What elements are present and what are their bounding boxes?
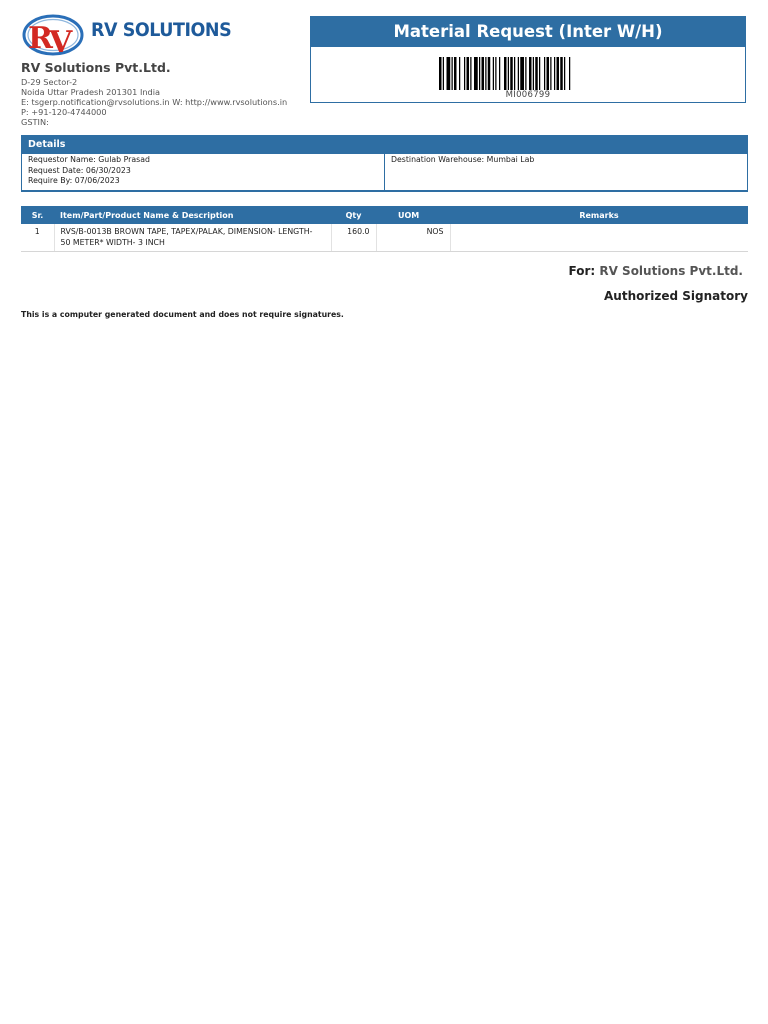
barcode-bar bbox=[467, 57, 470, 90]
barcode-bar bbox=[520, 57, 524, 90]
barcode-bar bbox=[560, 57, 563, 90]
cell-remarks bbox=[450, 224, 748, 252]
company-logo bbox=[21, 13, 232, 59]
barcode-bar bbox=[459, 57, 460, 90]
for-label: For: bbox=[568, 264, 596, 278]
cell-sr: 1 bbox=[21, 224, 54, 252]
barcode-bar bbox=[504, 57, 507, 90]
company-name: RV Solutions Pvt.Ltd. bbox=[21, 60, 171, 75]
barcode-bar bbox=[564, 57, 565, 90]
barcode-bar bbox=[557, 57, 560, 90]
barcode-value: MI006799 bbox=[505, 90, 551, 100]
address-line-1: D-29 Sector-2 bbox=[21, 77, 78, 87]
barcode-bar bbox=[488, 57, 491, 90]
document-title: Material Request (Inter W/H) bbox=[311, 17, 745, 47]
barcode-bar bbox=[495, 57, 496, 90]
barcode-bar bbox=[474, 57, 478, 90]
address-line-2: Noida Uttar Pradesh 201301 India bbox=[21, 87, 161, 97]
barcode-bar bbox=[533, 57, 534, 90]
barcode-bar bbox=[479, 57, 480, 90]
details-heading: Details bbox=[22, 136, 747, 154]
details-right-column bbox=[385, 154, 747, 191]
table-row bbox=[21, 224, 748, 252]
barcode-bar bbox=[544, 57, 545, 90]
barcode-bar bbox=[508, 57, 509, 90]
barcode-bar bbox=[499, 57, 500, 90]
barcode-bar bbox=[554, 57, 555, 90]
company-address-block bbox=[21, 60, 306, 127]
requestor-name: Requestor Name: Gulab Prasad bbox=[28, 155, 150, 164]
svg-text:R: R bbox=[28, 21, 53, 56]
document-page bbox=[21, 0, 748, 319]
destination-warehouse: Destination Warehouse: Mumbai Lab bbox=[391, 155, 535, 164]
details-left-column bbox=[22, 154, 385, 191]
barcode-bar bbox=[470, 57, 471, 90]
barcode-bar bbox=[550, 57, 551, 90]
barcode-bar bbox=[535, 57, 538, 90]
barcode-bar bbox=[510, 57, 513, 90]
logo-wordmark: RV SOLUTIONS bbox=[91, 19, 232, 41]
details-body bbox=[22, 154, 747, 191]
svg-text:V: V bbox=[49, 25, 73, 59]
barcode-bar bbox=[439, 57, 442, 90]
col-header-sr: Sr. bbox=[21, 206, 54, 224]
barcode-bar bbox=[485, 57, 486, 90]
for-company-name: RV Solutions Pvt.Ltd. bbox=[599, 264, 743, 278]
cell-uom: NOS bbox=[376, 224, 450, 252]
barcode-bar bbox=[447, 57, 451, 90]
barcode bbox=[439, 57, 623, 90]
col-header-qty: Qty bbox=[331, 206, 376, 224]
barcode-bar bbox=[539, 57, 540, 90]
rv-emblem-icon bbox=[21, 13, 91, 59]
barcode-bar bbox=[464, 57, 465, 90]
barcode-bar bbox=[443, 57, 444, 90]
items-header-row bbox=[21, 206, 748, 224]
phone-line: P: +91-120-4744000 bbox=[21, 107, 107, 117]
cell-qty: 160.0 bbox=[331, 224, 376, 252]
barcode-bar bbox=[547, 57, 550, 90]
for-company-line bbox=[568, 264, 743, 278]
barcode-bar bbox=[569, 57, 570, 90]
barcode-bar bbox=[514, 57, 515, 90]
details-panel bbox=[21, 135, 748, 192]
barcode-bar bbox=[525, 57, 526, 90]
col-header-remarks: Remarks bbox=[450, 206, 748, 224]
barcode-bar bbox=[493, 57, 494, 90]
barcode-bar bbox=[454, 57, 457, 90]
computer-generated-note: This is a computer generated document and does not require signatures. bbox=[21, 310, 344, 319]
barcode-bar bbox=[482, 57, 485, 90]
barcode-bar bbox=[529, 57, 532, 90]
request-date: Request Date: 06/30/2023 bbox=[28, 165, 131, 175]
contact-line: E: tsgerp.notification@rvsolutions.in W: http://www.rvsolutions.in bbox=[21, 97, 288, 107]
items-table bbox=[21, 206, 748, 252]
authorized-signatory: Authorized Signatory bbox=[604, 289, 748, 303]
document-title-box bbox=[310, 16, 746, 103]
cell-item-description: RVS/B-0013B BROWN TAPE, TAPEX/PALAK, DIMENSION- LENGTH- 50 METER* WIDTH- 3 INCH bbox=[54, 224, 331, 252]
barcode-bar bbox=[452, 57, 453, 90]
document-header bbox=[21, 0, 748, 125]
require-by-date: Require By: 07/06/2023 bbox=[28, 176, 120, 185]
barcode-bar bbox=[518, 57, 519, 90]
col-header-uom: UOM bbox=[376, 206, 450, 224]
gstin-line: GSTIN: bbox=[21, 117, 49, 127]
col-header-item: Item/Part/Product Name & Description bbox=[54, 206, 331, 224]
